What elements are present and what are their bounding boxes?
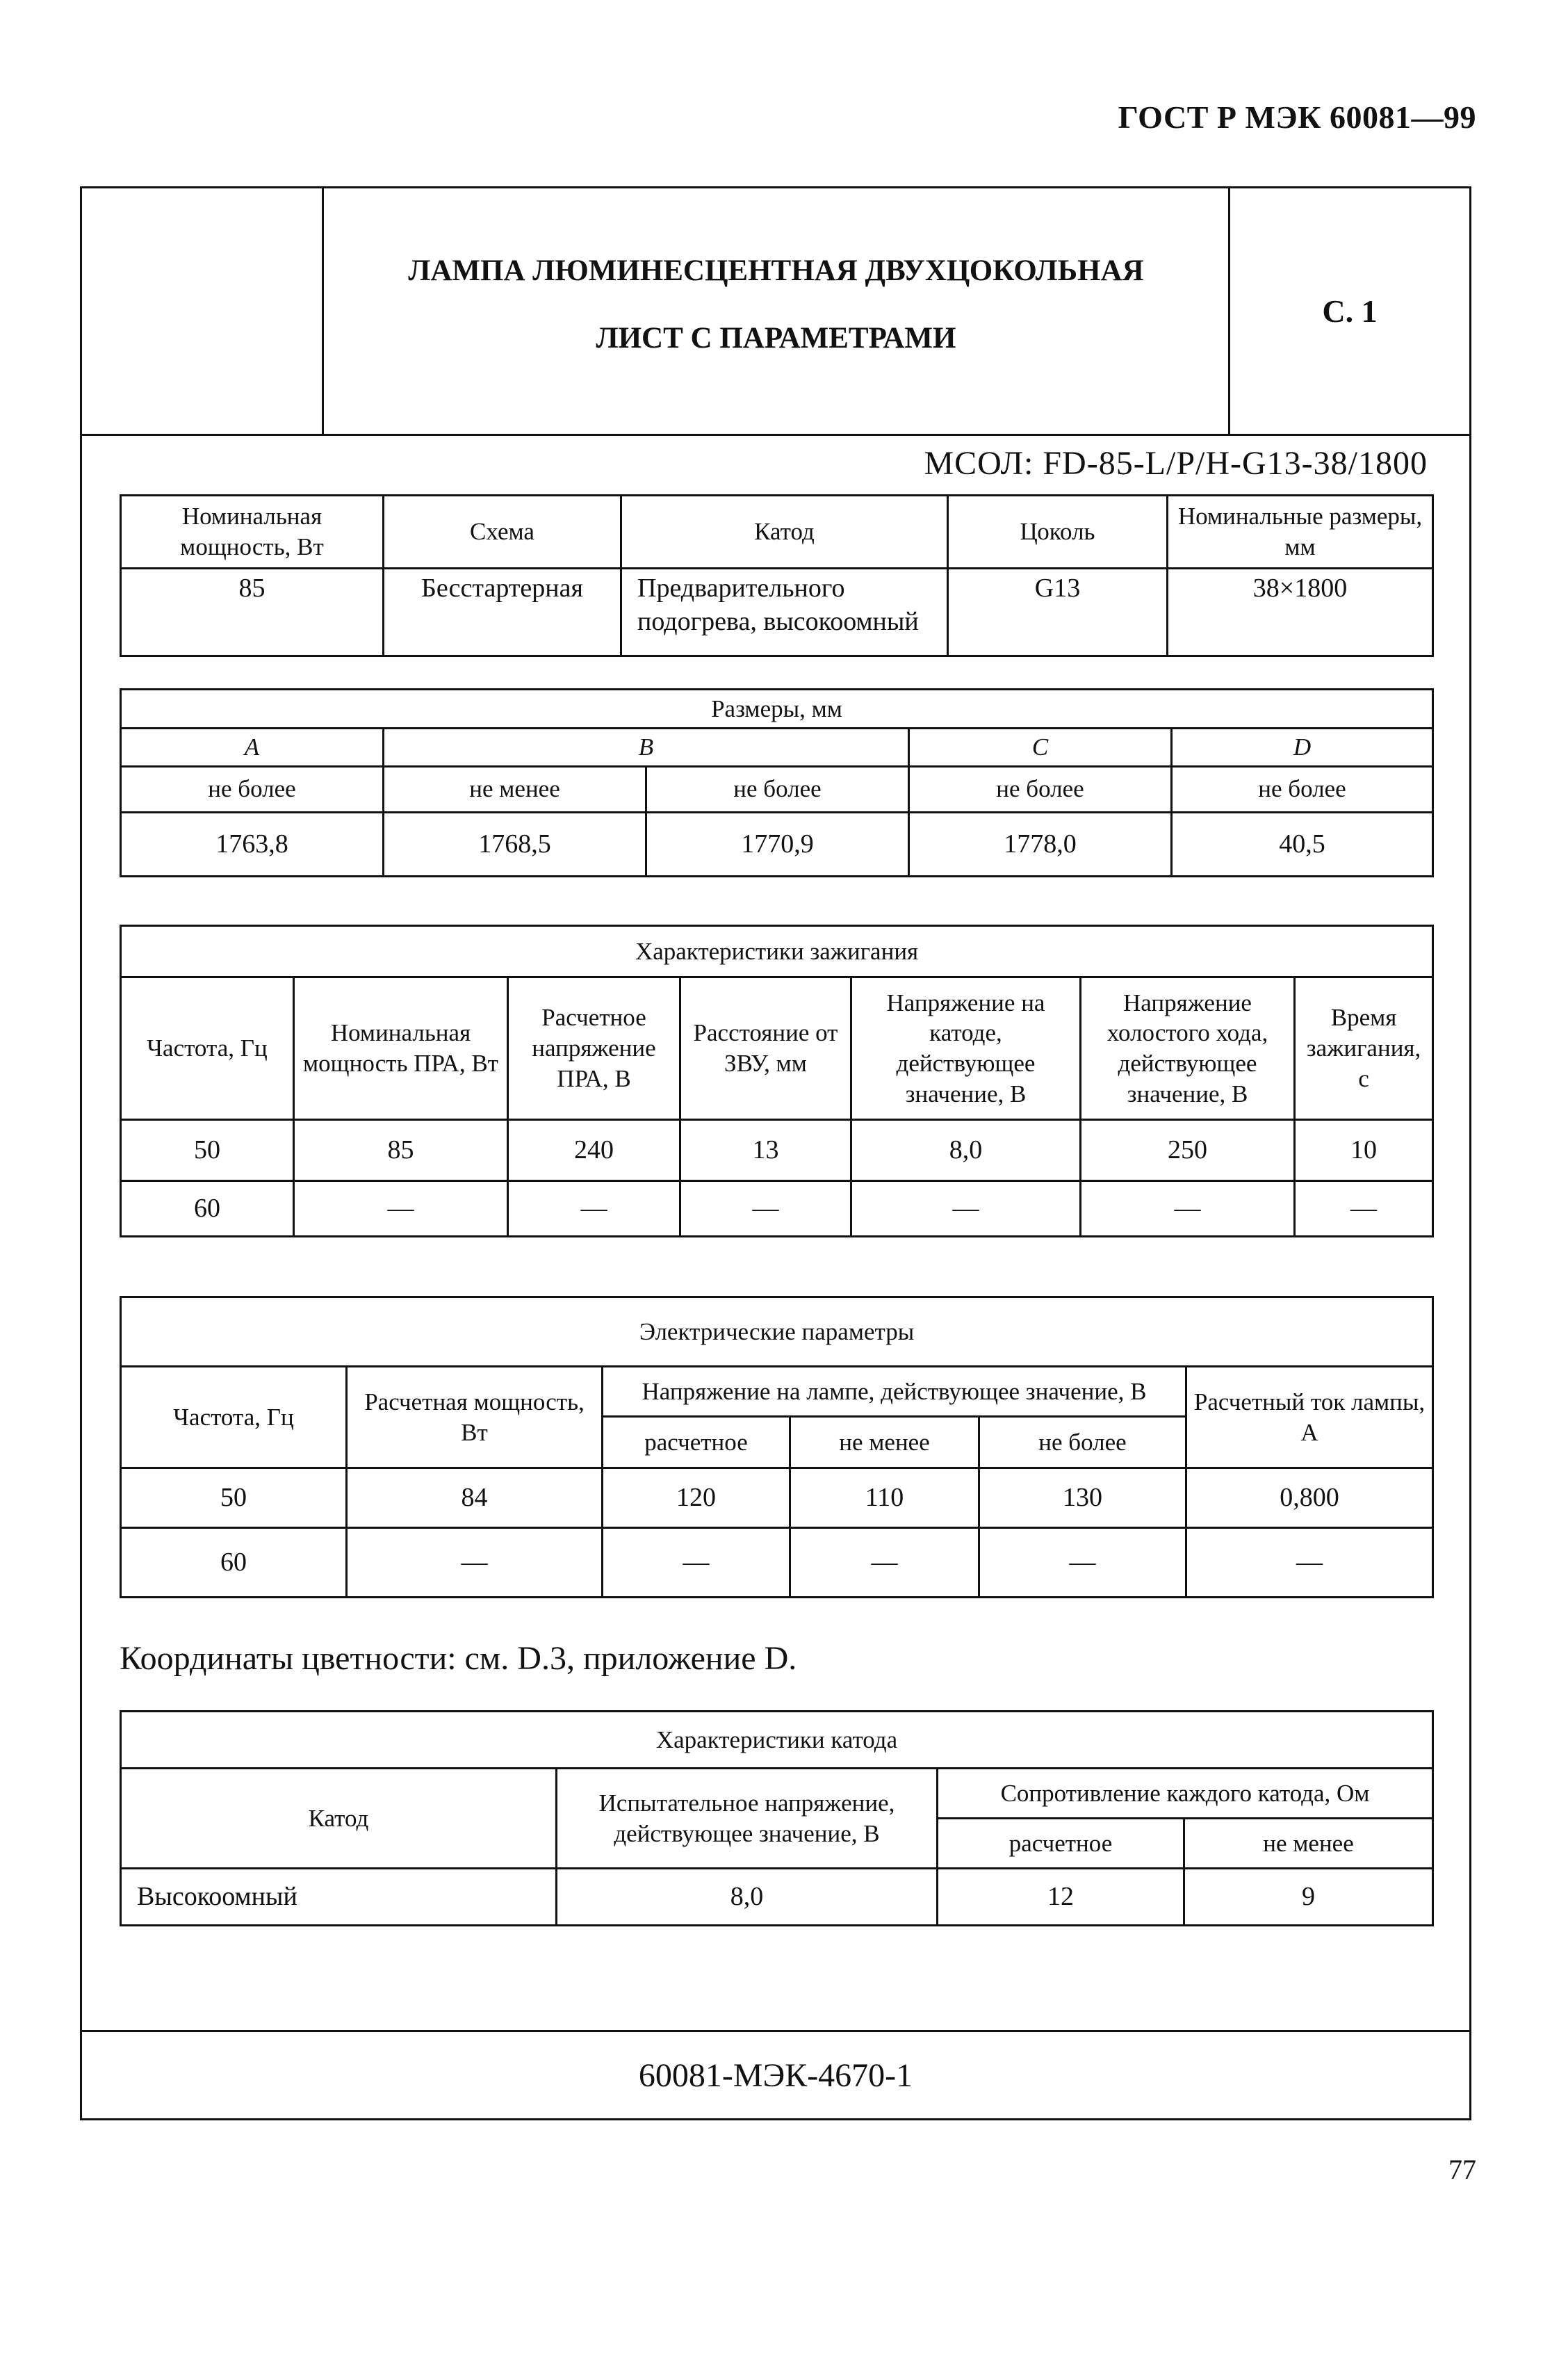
electrical-cell: 84 (347, 1468, 603, 1528)
page-number: 77 (1448, 2154, 1476, 2185)
sheet-subtitle: ЛИСТ С ПАРАМЕТРАМИ (596, 322, 956, 355)
ignition-header: Расчетное напряжение ПРА, В (508, 977, 680, 1120)
dim-group-a: A (121, 729, 384, 767)
dim-value: 1768,5 (384, 812, 646, 876)
ignition-cell: — (851, 1181, 1081, 1237)
document-id: ГОСТ Р МЭК 60081—99 (1118, 99, 1476, 135)
value-scheme: Бесстартерная (384, 569, 621, 656)
sheet-header (82, 188, 1469, 436)
dim-value: 1763,8 (121, 812, 384, 876)
electrical-table (120, 1296, 1434, 1598)
dimensions-caption: Размеры, мм (121, 690, 1433, 729)
electrical-cell: — (790, 1528, 979, 1598)
dim-limit: не более (646, 766, 909, 812)
cathode-cell: Высокоомный (121, 1869, 557, 1926)
dim-limit: не менее (384, 766, 646, 812)
cathode-caption: Характеристики катода (121, 1712, 1433, 1769)
dim-group-b: B (384, 729, 909, 767)
electrical-freq-header: Частота, Гц (121, 1367, 347, 1468)
ignition-cell: — (1295, 1181, 1433, 1237)
ignition-cell: 13 (680, 1120, 851, 1181)
footer-code: 60081-МЭК-4670-1 (638, 2056, 913, 2094)
dim-limit: не более (1172, 766, 1433, 812)
header-power: Номинальная мощность, Вт (121, 496, 384, 569)
ignition-cell: 250 (1081, 1120, 1295, 1181)
ignition-header: Напряжение на катоде, действующее значение, В (851, 977, 1081, 1120)
dim-group-c: C (909, 729, 1172, 767)
ignition-header: Номинальная мощность ПРА, Вт (294, 977, 508, 1120)
cathode-cell: 9 (1184, 1869, 1433, 1926)
ignition-cell: 85 (294, 1120, 508, 1181)
ignition-cell: 8,0 (851, 1120, 1081, 1181)
electrical-caption: Электрические параметры (121, 1297, 1433, 1367)
voltage-sub-header: расчетное (603, 1417, 790, 1468)
header-dimensions: Номинальные размеры, мм (1168, 496, 1433, 569)
dimensions-table (120, 688, 1434, 877)
ignition-header: Частота, Гц (121, 977, 294, 1120)
header-base: Цоколь (948, 496, 1168, 569)
ignition-cell: — (680, 1181, 851, 1237)
electrical-current-header: Расчетный ток лампы, А (1186, 1367, 1433, 1468)
value-base: G13 (948, 569, 1168, 656)
main-parameters-table (120, 494, 1434, 657)
value-cathode: Предварительного подогрева, высокоомный (621, 569, 948, 656)
ignition-header: Время зажигания, с (1295, 977, 1433, 1120)
value-power: 85 (121, 569, 384, 656)
ignition-table (120, 925, 1434, 1237)
ignition-cell: — (294, 1181, 508, 1237)
resistance-sub-header: расчетное (938, 1819, 1184, 1869)
cathode-type-header: Катод (121, 1769, 557, 1869)
lamp-designation: МСОЛ: FD-85-L/P/H-G13-38/1800 (924, 445, 1428, 482)
sheet-footer (80, 2030, 1471, 2120)
dim-limit: не более (909, 766, 1172, 812)
electrical-power-header: Расчетная мощность, Вт (347, 1367, 603, 1468)
chromaticity-note: Координаты цветности: см. D.3, приложение D. (120, 1640, 797, 1677)
cathode-table (120, 1710, 1434, 1926)
ignition-cell: 60 (121, 1181, 294, 1237)
electrical-cell: — (1186, 1528, 1433, 1598)
sheet-number: С. 1 (1322, 293, 1378, 329)
electrical-cell: 110 (790, 1468, 979, 1528)
electrical-cell: — (347, 1528, 603, 1598)
electrical-cell: — (603, 1528, 790, 1598)
ignition-caption: Характеристики зажигания (121, 926, 1433, 977)
dim-value: 1770,9 (646, 812, 909, 876)
dim-value: 40,5 (1172, 812, 1433, 876)
electrical-cell: 60 (121, 1528, 347, 1598)
dim-value: 1778,0 (909, 812, 1172, 876)
dim-group-d: D (1172, 729, 1433, 767)
electrical-voltage-header: Напряжение на лампе, действующее значение, В (603, 1367, 1186, 1417)
header-cathode: Катод (621, 496, 948, 569)
header-scheme: Схема (384, 496, 621, 569)
header-title-cell (324, 188, 1230, 434)
cathode-cell: 8,0 (557, 1869, 938, 1926)
voltage-sub-header: не более (979, 1417, 1186, 1468)
ignition-cell: 240 (508, 1120, 680, 1181)
electrical-cell: 120 (603, 1468, 790, 1528)
ignition-cell: 50 (121, 1120, 294, 1181)
ignition-cell: — (508, 1181, 680, 1237)
electrical-cell: 50 (121, 1468, 347, 1528)
value-dimensions: 38×1800 (1168, 569, 1433, 656)
ignition-cell: 10 (1295, 1120, 1433, 1181)
header-blank-cell (82, 188, 324, 434)
electrical-cell: 0,800 (1186, 1468, 1433, 1528)
ignition-cell: — (1081, 1181, 1295, 1237)
test-voltage-header: Испытательное напряжение, действующее значение, В (557, 1769, 938, 1869)
electrical-cell: 130 (979, 1468, 1186, 1528)
resistance-header: Сопротивление каждого катода, Ом (938, 1769, 1433, 1819)
resistance-sub-header: не менее (1184, 1819, 1433, 1869)
ignition-header: Напряжение холостого хода, действующее значение, В (1081, 977, 1295, 1120)
dim-limit: не более (121, 766, 384, 812)
voltage-sub-header: не менее (790, 1417, 979, 1468)
cathode-cell: 12 (938, 1869, 1184, 1926)
electrical-cell: — (979, 1528, 1186, 1598)
sheet-title: ЛАМПА ЛЮМИНЕСЦЕНТНАЯ ДВУХЦОКОЛЬНАЯ (408, 254, 1144, 287)
ignition-header: Расстояние от ЗВУ, мм (680, 977, 851, 1120)
